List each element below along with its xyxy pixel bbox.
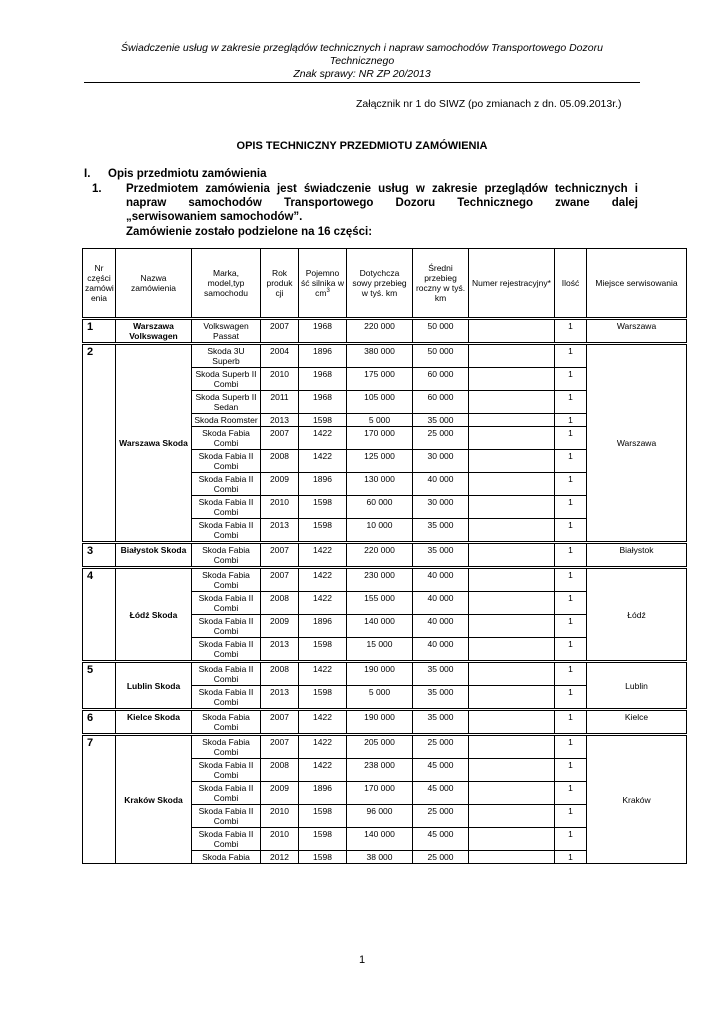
- header-line-3: Znak sprawy: NR ZP 20/2013: [293, 68, 431, 80]
- mileage-to-date: 380 000: [347, 344, 413, 368]
- average-annual-mileage: 60 000: [413, 391, 469, 414]
- service-location: Kraków: [587, 735, 687, 864]
- engine-capacity: 1422: [299, 592, 347, 615]
- vehicle-model: Skoda Superb II Sedan: [192, 391, 261, 414]
- registration-number: [469, 759, 555, 782]
- average-annual-mileage: 35 000: [413, 414, 469, 427]
- engine-capacity: 1598: [299, 638, 347, 662]
- vehicle-model: Skoda Fabia II Combi: [192, 592, 261, 615]
- part-number: 3: [83, 543, 116, 568]
- page-number: 1: [358, 954, 366, 966]
- col-header-pojemnosc-text: Pojemno ść silnika w cm: [301, 268, 344, 298]
- registration-number: [469, 543, 555, 568]
- production-year: 2008: [261, 662, 299, 686]
- registration-number: [469, 519, 555, 543]
- production-year: 2008: [261, 450, 299, 473]
- quantity: 1: [555, 592, 587, 615]
- item-text-quote: „serwisowaniem samochodów”.: [126, 211, 303, 223]
- engine-capacity: 1968: [299, 319, 347, 344]
- table-row: [83, 344, 687, 368]
- service-location: Łódź: [587, 568, 687, 662]
- production-year: 2007: [261, 710, 299, 735]
- vehicle-model: Skoda Fabia Combi: [192, 543, 261, 568]
- vehicle-model: Skoda Fabia II Combi: [192, 519, 261, 543]
- vehicle-model: Skoda Fabia Combi: [192, 568, 261, 592]
- mileage-to-date: 230 000: [347, 568, 413, 592]
- quantity: 1: [555, 414, 587, 427]
- engine-capacity: 1598: [299, 496, 347, 519]
- average-annual-mileage: 35 000: [413, 543, 469, 568]
- quantity: 1: [555, 615, 587, 638]
- engine-capacity: 1598: [299, 851, 347, 864]
- col-header-pojemnosc: [299, 249, 347, 319]
- part-name: Białystok Skoda: [116, 543, 192, 568]
- engine-capacity: 1598: [299, 519, 347, 543]
- mileage-to-date: 60 000: [347, 496, 413, 519]
- col-header-rok: Rok produk cji: [261, 249, 299, 319]
- table-header-row: [83, 249, 687, 319]
- production-year: 2013: [261, 519, 299, 543]
- engine-capacity: 1598: [299, 414, 347, 427]
- part-name: Łódź Skoda: [116, 568, 192, 662]
- vehicle-model: Skoda Fabia II Combi: [192, 638, 261, 662]
- mileage-to-date: 10 000: [347, 519, 413, 543]
- registration-number: [469, 686, 555, 710]
- average-annual-mileage: 35 000: [413, 519, 469, 543]
- quantity: 1: [555, 519, 587, 543]
- part-number: 5: [83, 662, 116, 710]
- engine-capacity: 1598: [299, 686, 347, 710]
- production-year: 2009: [261, 782, 299, 805]
- quantity: 1: [555, 735, 587, 759]
- col-header-miejsce: Miejsce serwisowania: [587, 249, 687, 319]
- average-annual-mileage: 40 000: [413, 638, 469, 662]
- table-row: [83, 319, 687, 344]
- average-annual-mileage: 35 000: [413, 686, 469, 710]
- part-name: Kielce Skoda: [116, 710, 192, 735]
- production-year: 2008: [261, 592, 299, 615]
- average-annual-mileage: 25 000: [413, 735, 469, 759]
- registration-number: [469, 592, 555, 615]
- mileage-to-date: 220 000: [347, 543, 413, 568]
- vehicle-model: Skoda Fabia II Combi: [192, 686, 261, 710]
- vehicle-model: Skoda Roomster: [192, 414, 261, 427]
- production-year: 2004: [261, 344, 299, 368]
- production-year: 2013: [261, 414, 299, 427]
- engine-capacity: 1598: [299, 805, 347, 828]
- item-text: Przedmiotem zamówienia jest świadczenie usług w zakresie przeglądów technicznych i napraw samochodów Transportowego Dozoru Technicznego zwane dalej: [126, 183, 638, 209]
- quantity: 1: [555, 662, 587, 686]
- col-header-ilosc: Ilość: [555, 249, 587, 319]
- col-header-numer: Numer rejestracyjny*: [469, 249, 555, 319]
- registration-number: [469, 344, 555, 368]
- col-header-nr: Nr części zamówi enia: [83, 249, 116, 319]
- quantity: 1: [555, 368, 587, 391]
- vehicle-model: Skoda Fabia II Combi: [192, 473, 261, 496]
- table-row: [83, 543, 687, 568]
- table-row: [83, 710, 687, 735]
- registration-number: [469, 414, 555, 427]
- document-title: OPIS TECHNICZNY PRZEDMIOTU ZAMÓWIENIA: [236, 140, 488, 152]
- registration-number: [469, 782, 555, 805]
- vehicle-model: Skoda Fabia II Combi: [192, 496, 261, 519]
- production-year: 2007: [261, 319, 299, 344]
- quantity: 1: [555, 805, 587, 828]
- vehicle-model: Skoda Fabia II Combi: [192, 828, 261, 851]
- mileage-to-date: 5 000: [347, 686, 413, 710]
- item-number: 1.: [92, 183, 102, 195]
- section-number: I.: [84, 168, 91, 180]
- vehicle-model: Skoda Superb II Combi: [192, 368, 261, 391]
- engine-capacity: 1598: [299, 828, 347, 851]
- quantity: 1: [555, 686, 587, 710]
- col-header-przebieg: Dotychcza sowy przebieg w tyś. km: [347, 249, 413, 319]
- part-number: 4: [83, 568, 116, 662]
- quantity: 1: [555, 473, 587, 496]
- average-annual-mileage: 60 000: [413, 368, 469, 391]
- registration-number: [469, 662, 555, 686]
- mileage-to-date: 38 000: [347, 851, 413, 864]
- part-number: 2: [83, 344, 116, 543]
- production-year: 2011: [261, 391, 299, 414]
- service-location: Warszawa: [587, 319, 687, 344]
- quantity: 1: [555, 638, 587, 662]
- engine-capacity: 1968: [299, 391, 347, 414]
- vehicle-model: Skoda Fabia Combi: [192, 735, 261, 759]
- quantity: 1: [555, 710, 587, 735]
- average-annual-mileage: 45 000: [413, 782, 469, 805]
- registration-number: [469, 735, 555, 759]
- part-name: Warszawa Volkswagen: [116, 319, 192, 344]
- quantity: 1: [555, 344, 587, 368]
- part-name: Lublin Skoda: [116, 662, 192, 710]
- mileage-to-date: 5 000: [347, 414, 413, 427]
- table-body: [83, 319, 687, 864]
- production-year: 2007: [261, 427, 299, 450]
- col-header-sredni: Średni przebieg roczny w tyś. km: [413, 249, 469, 319]
- vehicle-model: Skoda Fabia II Combi: [192, 805, 261, 828]
- engine-capacity: 1422: [299, 450, 347, 473]
- vehicle-model: Volkswagen Passat: [192, 319, 261, 344]
- average-annual-mileage: 30 000: [413, 450, 469, 473]
- mileage-to-date: 96 000: [347, 805, 413, 828]
- average-annual-mileage: 45 000: [413, 759, 469, 782]
- quantity: 1: [555, 427, 587, 450]
- engine-capacity: 1968: [299, 368, 347, 391]
- engine-capacity: 1422: [299, 735, 347, 759]
- production-year: 2012: [261, 851, 299, 864]
- average-annual-mileage: 50 000: [413, 319, 469, 344]
- table-row: [83, 735, 687, 759]
- average-annual-mileage: 25 000: [413, 427, 469, 450]
- production-year: 2007: [261, 568, 299, 592]
- vehicle-model: Skoda Fabia: [192, 851, 261, 864]
- mileage-to-date: 190 000: [347, 662, 413, 686]
- part-number: 1: [83, 319, 116, 344]
- header-line-2: Technicznego: [329, 55, 395, 67]
- registration-number: [469, 828, 555, 851]
- average-annual-mileage: 35 000: [413, 662, 469, 686]
- engine-capacity: 1422: [299, 427, 347, 450]
- production-year: 2010: [261, 368, 299, 391]
- production-year: 2010: [261, 828, 299, 851]
- quantity: 1: [555, 828, 587, 851]
- engine-capacity: 1422: [299, 543, 347, 568]
- average-annual-mileage: 25 000: [413, 805, 469, 828]
- registration-number: [469, 568, 555, 592]
- quantity: 1: [555, 319, 587, 344]
- average-annual-mileage: 40 000: [413, 568, 469, 592]
- service-location: Kielce: [587, 710, 687, 735]
- average-annual-mileage: 45 000: [413, 828, 469, 851]
- production-year: 2013: [261, 638, 299, 662]
- mileage-to-date: 140 000: [347, 615, 413, 638]
- vehicle-model: Skoda Fabia II Combi: [192, 662, 261, 686]
- average-annual-mileage: 40 000: [413, 615, 469, 638]
- average-annual-mileage: 25 000: [413, 851, 469, 864]
- production-year: 2010: [261, 805, 299, 828]
- engine-capacity: 1896: [299, 473, 347, 496]
- mileage-to-date: 15 000: [347, 638, 413, 662]
- mileage-to-date: 130 000: [347, 473, 413, 496]
- quantity: 1: [555, 391, 587, 414]
- part-name: Kraków Skoda: [116, 735, 192, 864]
- vehicles-table: [82, 248, 687, 864]
- registration-number: [469, 710, 555, 735]
- vehicle-model: Skoda Fabia II Combi: [192, 782, 261, 805]
- registration-number: [469, 473, 555, 496]
- registration-number: [469, 319, 555, 344]
- registration-number: [469, 851, 555, 864]
- mileage-to-date: 190 000: [347, 710, 413, 735]
- engine-capacity: 1896: [299, 615, 347, 638]
- service-location: Białystok: [587, 543, 687, 568]
- service-location: Warszawa: [587, 344, 687, 543]
- header-line-1: Świadczenie usług w zakresie przeglądów technicznych i napraw samochodów Transportowego Dozoru: [121, 42, 603, 54]
- header-divider: [84, 82, 640, 83]
- mileage-to-date: 105 000: [347, 391, 413, 414]
- production-year: 2008: [261, 759, 299, 782]
- registration-number: [469, 368, 555, 391]
- production-year: 2013: [261, 686, 299, 710]
- running-header: [60, 42, 664, 81]
- mileage-to-date: 205 000: [347, 735, 413, 759]
- production-year: 2009: [261, 473, 299, 496]
- production-year: 2007: [261, 735, 299, 759]
- vehicle-model: Skoda Fabia Combi: [192, 710, 261, 735]
- engine-capacity: 1896: [299, 344, 347, 368]
- mileage-to-date: 125 000: [347, 450, 413, 473]
- vehicle-model: Skoda Fabia II Combi: [192, 615, 261, 638]
- mileage-to-date: 175 000: [347, 368, 413, 391]
- mileage-to-date: 140 000: [347, 828, 413, 851]
- registration-number: [469, 450, 555, 473]
- quantity: 1: [555, 568, 587, 592]
- engine-capacity: 1422: [299, 568, 347, 592]
- vehicle-model: Skoda Fabia II Combi: [192, 450, 261, 473]
- engine-capacity: 1422: [299, 759, 347, 782]
- mileage-to-date: 170 000: [347, 782, 413, 805]
- vehicle-model: Skoda Fabia II Combi: [192, 759, 261, 782]
- registration-number: [469, 805, 555, 828]
- quantity: 1: [555, 759, 587, 782]
- quantity: 1: [555, 851, 587, 864]
- mileage-to-date: 170 000: [347, 427, 413, 450]
- col-header-pojemnosc-sup: 3: [326, 288, 330, 295]
- mileage-to-date: 220 000: [347, 319, 413, 344]
- engine-capacity: 1896: [299, 782, 347, 805]
- table-row: [83, 568, 687, 592]
- mileage-to-date: 238 000: [347, 759, 413, 782]
- part-name: Warszawa Skoda: [116, 344, 192, 543]
- section-title: Opis przedmiotu zamówienia: [108, 168, 267, 180]
- engine-capacity: 1422: [299, 662, 347, 686]
- col-header-nazwa: Nazwa zamówienia: [116, 249, 192, 319]
- average-annual-mileage: 40 000: [413, 592, 469, 615]
- vehicle-model: Skoda Fabia Combi: [192, 427, 261, 450]
- production-year: 2010: [261, 496, 299, 519]
- registration-number: [469, 615, 555, 638]
- registration-number: [469, 496, 555, 519]
- col-header-marka: Marka, model,typ samochodu: [192, 249, 261, 319]
- table-row: [83, 662, 687, 686]
- registration-number: [469, 427, 555, 450]
- average-annual-mileage: 40 000: [413, 473, 469, 496]
- average-annual-mileage: 50 000: [413, 344, 469, 368]
- part-number: 7: [83, 735, 116, 864]
- production-year: 2009: [261, 615, 299, 638]
- service-location: Lublin: [587, 662, 687, 710]
- average-annual-mileage: 30 000: [413, 496, 469, 519]
- item-text-parts: Zamówienie zostało podzielone na 16 części:: [126, 226, 373, 238]
- average-annual-mileage: 35 000: [413, 710, 469, 735]
- registration-number: [469, 391, 555, 414]
- engine-capacity: 1422: [299, 710, 347, 735]
- quantity: 1: [555, 543, 587, 568]
- annex-note: Załącznik nr 1 do SIWZ (po zmianach z dn. 05.09.2013r.): [356, 98, 622, 110]
- quantity: 1: [555, 496, 587, 519]
- production-year: 2007: [261, 543, 299, 568]
- registration-number: [469, 638, 555, 662]
- part-number: 6: [83, 710, 116, 735]
- quantity: 1: [555, 450, 587, 473]
- vehicle-model: Skoda 3U Superb: [192, 344, 261, 368]
- mileage-to-date: 155 000: [347, 592, 413, 615]
- quantity: 1: [555, 782, 587, 805]
